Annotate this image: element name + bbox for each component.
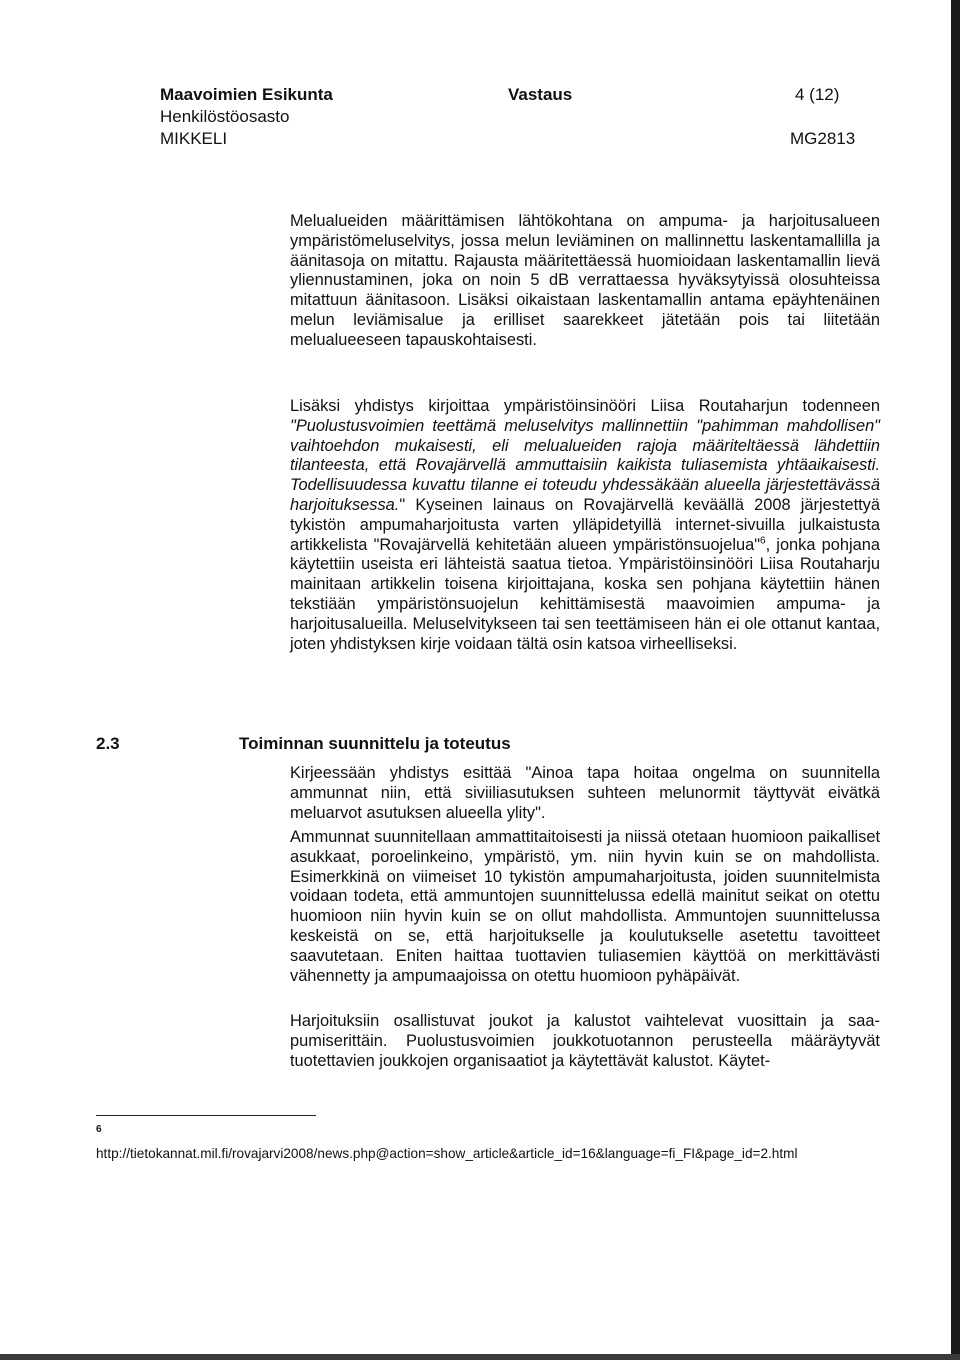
paragraph-association-claim (290, 397, 880, 654)
footnote-divider (96, 1115, 316, 1116)
paragraph-planning (290, 828, 880, 986)
paragraph-text (290, 397, 880, 654)
department-name: Henkilöstöosasto (160, 107, 290, 126)
footnote-reference[interactable]: 6 (760, 535, 766, 547)
paragraph-text: Harjoituksiin osallistuvat joukot ja kalustot vaihtelevat vuosittain ja saapumiserittäin. Puolustusvoimien joukkotuotannon perusteella määräytyvät tuotettavien joukkojen organisaatiot ja käytettävät kalustot. Käytet- (290, 1012, 880, 1070)
paragraph-noise-areas (290, 212, 880, 351)
scan-edge-right (951, 0, 960, 1360)
paragraph-text: Kirjeessään yhdistys esittää "Ainoa tapa hoitaa ongelma on suunnitella ammunnat niin, että siviiliasutuksen suhteen melunormit täyttyvät eivätkä meluarvot asutuksen alueella ylity". (290, 764, 880, 822)
document-type: Vastaus (508, 85, 573, 104)
paragraph-text: Melualueiden määrittämisen lähtökohtana on ampuma- ja harjoitusalueen ympäristömeluselvitys, jossa melun leviäminen on mallinnettu laskentamallilla ja äänitasoja on mitattu. Rajausta määritettäessä huomioidaan laskentamallin lievä yliennustaminen, joka on noin 5 dB verrattaessa hyväksytyissä olosuhteissa mitattuun äänitasoon. Lisäksi oikaistaan laskentamallin antama epäyhtenäinen melun leviämisalue ja erilliset saarekkeet jätetään pois tai liitetään melualueeseen tapauskohtaisesti. (290, 212, 880, 349)
section-number: 2.3 (96, 734, 120, 753)
document-code: MG2813 (790, 129, 856, 148)
paragraph-continuation: " Kyseinen lainaus on Rovajärvellä keväällä 2008 järjestettyä tykistön ampumaharjoitusta varten ylläpidetyillä internet-sivuilla julkaistusta artikkelista "Rovajärvellä kehitetään alueen ympäristönsuojelua" (290, 495, 880, 554)
paragraph-lead: Lisäksi yhdistys kirjoittaa ympäristöinsinööri Liisa Routaharjun todenneen (290, 397, 880, 415)
paragraph-units-equipment (290, 1012, 880, 1071)
scan-edge-bottom (0, 1354, 960, 1360)
paragraph-association-proposal (290, 764, 880, 823)
paragraph-continuation-2: , jonka pohjana käytettiin useista eri lähteistä saatua tietoa. Ympäristöinsinööri Liisa Routaharju mainitaan artikkelin toisena kirjoittajana, koska sen pohjana käytettiin hänen tekstiään ympäristönsuojelun kehittämisestä maavoimien ampuma- ja harjoitusalueilla. Meluselvitykseen tai sen teettämiseen hän ei ole ottanut kantaa, joten yhdistyksen kirje voidaan tältä osin katsoa virheelliseksi. (290, 535, 880, 653)
paragraph-text: Ammunnat suunnitellaan ammattitaitoisesti ja niissä otetaan huomioon paikalliset asukkaat, poroelinkeino, ympäristö, ym. niin hyvin kuin se on mahdollista. Esimerkkinä on viimeiset 10 tykistön ampumaharjoitusta, joiden suunnitelmista voidaan todeta, että ammuntojen suunnittelussa edellä mainitut seikat on otettu huomioon niin hyvin kuin se on ollut mahdollista. Ammuntojen suunnittelussa keskeistä on se, että harjoitukselle ja koulutukselle asetettu tavoitteet saavutetaan. Eniten haittaa tuottavien tuliasemien käyttöä on merkittävästi vähennetty ja ampumaajoissa on otettu huomioon pyhäpäivät. (290, 828, 880, 985)
city-name: MIKKELI (160, 129, 228, 148)
footnote-mark: 6 (96, 1124, 102, 1135)
footnote-url[interactable]: http://tietokannat.mil.fi/rovajarvi2008/news.php@action=show_article&article_id=16&language=fi_FI&page_id=2.html (96, 1146, 798, 1161)
organization-name: Maavoimien Esikunta (160, 85, 333, 104)
quoted-statement: "Puolustusvoimien teettämä meluselvitys mallinnettiin "pahimman mahdollisen" vaihtoehdon mukaisesti, eli melualueiden rajoja määriteltäessä lähdettiin tilanteesta, että Rovajärvellä ammuttaisiin kaikista tuliasemista yhtäaikaisesti. Todellisuudessa kuvattu tilanne ei toteudu yhdessäkään alueella järjestettävässä harjoituksessa. (290, 416, 880, 514)
section-title: Toiminnan suunnittelu ja toteutus (239, 734, 511, 753)
page-number: 4 (12) (795, 85, 840, 104)
